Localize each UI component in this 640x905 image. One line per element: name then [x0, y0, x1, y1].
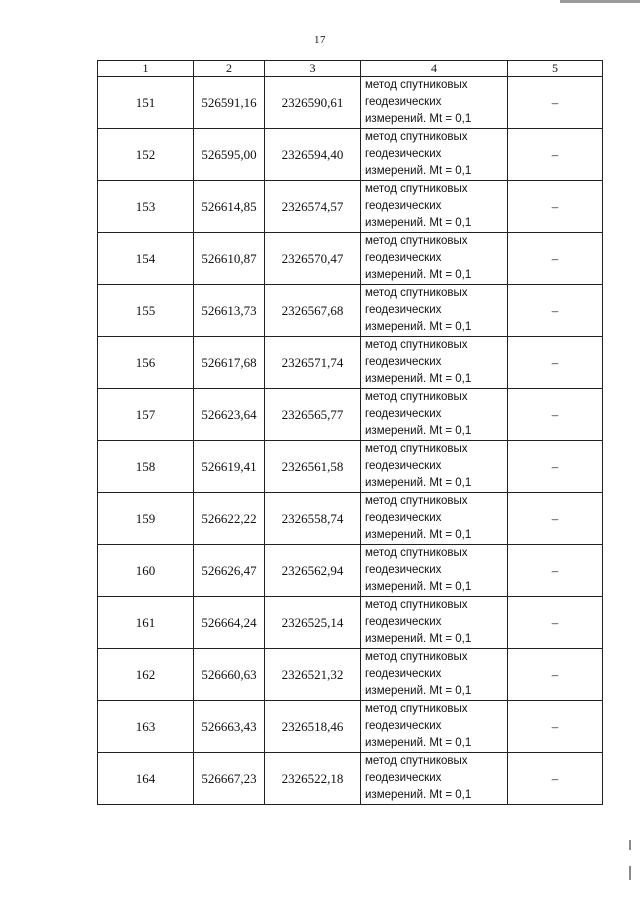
method-line: геодезических	[365, 668, 442, 680]
point-number-cell: 151	[98, 77, 194, 129]
note-cell: –	[508, 181, 603, 233]
point-number-cell: 152	[98, 129, 194, 181]
method-cell	[361, 441, 508, 493]
method-line: метод спутниковых	[365, 287, 468, 299]
point-number-cell: 157	[98, 389, 194, 441]
point-number-cell: 161	[98, 597, 194, 649]
note-cell: –	[508, 701, 603, 753]
method-line: измерений. Mt = 0,1	[365, 633, 472, 645]
x-coordinate-cell: 526660,63	[194, 649, 265, 701]
method-line: измерений. Mt = 0,1	[365, 685, 472, 697]
point-number-cell: 163	[98, 701, 194, 753]
y-coordinate-cell: 2326590,61	[265, 77, 361, 129]
x-coordinate-cell: 526595,00	[194, 129, 265, 181]
table-row	[98, 181, 603, 233]
table-row	[98, 337, 603, 389]
column-header-5: 5	[508, 61, 603, 77]
method-line: метод спутниковых	[365, 495, 468, 507]
point-number-cell: 164	[98, 753, 194, 805]
method-line: геодезических	[365, 148, 442, 160]
method-line: измерений. Mt = 0,1	[365, 425, 472, 437]
coordinates-table	[97, 60, 603, 805]
point-number-cell: 159	[98, 493, 194, 545]
table-row	[98, 77, 603, 129]
note-cell: –	[508, 649, 603, 701]
x-coordinate-cell: 526622,22	[194, 493, 265, 545]
point-number-cell: 162	[98, 649, 194, 701]
method-cell	[361, 597, 508, 649]
method-line: измерений. Mt = 0,1	[365, 477, 472, 489]
method-cell	[361, 129, 508, 181]
method-line: геодезических	[365, 356, 442, 368]
method-line: метод спутниковых	[365, 391, 468, 403]
column-header-4: 4	[361, 61, 508, 77]
method-line: метод спутниковых	[365, 339, 468, 351]
method-line: измерений. Mt = 0,1	[365, 373, 472, 385]
method-line: метод спутниковых	[365, 703, 468, 715]
method-cell	[361, 181, 508, 233]
point-number-cell: 156	[98, 337, 194, 389]
x-coordinate-cell: 526614,85	[194, 181, 265, 233]
y-coordinate-cell: 2326525,14	[265, 597, 361, 649]
table-row	[98, 753, 603, 805]
note-cell: –	[508, 545, 603, 597]
note-cell: –	[508, 129, 603, 181]
table-row	[98, 389, 603, 441]
method-cell	[361, 389, 508, 441]
method-line: геодезических	[365, 460, 442, 472]
method-line: метод спутниковых	[365, 755, 468, 767]
method-cell	[361, 649, 508, 701]
table-row	[98, 597, 603, 649]
point-number-cell: 153	[98, 181, 194, 233]
scan-mark	[629, 840, 631, 850]
method-line: геодезических	[365, 408, 442, 420]
method-line: метод спутниковых	[365, 547, 468, 559]
method-line: геодезических	[365, 772, 442, 784]
method-line: измерений. Mt = 0,1	[365, 789, 472, 801]
table-body	[98, 77, 603, 805]
x-coordinate-cell: 526623,64	[194, 389, 265, 441]
point-number-cell: 160	[98, 545, 194, 597]
method-line: измерений. Mt = 0,1	[365, 529, 472, 541]
y-coordinate-cell: 2326558,74	[265, 493, 361, 545]
note-cell: –	[508, 753, 603, 805]
method-line: измерений. Mt = 0,1	[365, 165, 472, 177]
method-cell	[361, 753, 508, 805]
method-cell	[361, 493, 508, 545]
table-row	[98, 233, 603, 285]
method-cell	[361, 701, 508, 753]
method-line: геодезических	[365, 200, 442, 212]
table-row	[98, 129, 603, 181]
table-row	[98, 285, 603, 337]
method-line: измерений. Mt = 0,1	[365, 217, 472, 229]
note-cell: –	[508, 233, 603, 285]
method-line: метод спутниковых	[365, 131, 468, 143]
method-line: измерений. Mt = 0,1	[365, 269, 472, 281]
method-line: измерений. Mt = 0,1	[365, 737, 472, 749]
note-cell: –	[508, 337, 603, 389]
point-number-cell: 158	[98, 441, 194, 493]
method-cell	[361, 233, 508, 285]
x-coordinate-cell: 526667,23	[194, 753, 265, 805]
scan-edge-line	[560, 0, 640, 3]
y-coordinate-cell: 2326521,32	[265, 649, 361, 701]
method-line: геодезических	[365, 616, 442, 628]
note-cell: –	[508, 285, 603, 337]
table-header-row	[98, 61, 603, 77]
method-line: метод спутниковых	[365, 599, 468, 611]
note-cell: –	[508, 493, 603, 545]
method-line: геодезических	[365, 304, 442, 316]
method-line: геодезических	[365, 96, 442, 108]
method-cell	[361, 77, 508, 129]
method-line: метод спутниковых	[365, 235, 468, 247]
method-line: метод спутниковых	[365, 183, 468, 195]
y-coordinate-cell: 2326565,77	[265, 389, 361, 441]
x-coordinate-cell: 526626,47	[194, 545, 265, 597]
table-row	[98, 441, 603, 493]
column-header-2: 2	[194, 61, 265, 77]
y-coordinate-cell: 2326562,94	[265, 545, 361, 597]
x-coordinate-cell: 526663,43	[194, 701, 265, 753]
note-cell: –	[508, 389, 603, 441]
method-line: метод спутниковых	[365, 443, 468, 455]
x-coordinate-cell: 526664,24	[194, 597, 265, 649]
x-coordinate-cell: 526619,41	[194, 441, 265, 493]
method-line: метод спутниковых	[365, 79, 468, 91]
y-coordinate-cell: 2326574,57	[265, 181, 361, 233]
point-number-cell: 155	[98, 285, 194, 337]
method-line: измерений. Mt = 0,1	[365, 321, 472, 333]
table-row	[98, 493, 603, 545]
x-coordinate-cell: 526613,73	[194, 285, 265, 337]
method-line: геодезических	[365, 252, 442, 264]
table-row	[98, 701, 603, 753]
y-coordinate-cell: 2326518,46	[265, 701, 361, 753]
x-coordinate-cell: 526610,87	[194, 233, 265, 285]
table-row	[98, 545, 603, 597]
note-cell: –	[508, 597, 603, 649]
method-line: геодезических	[365, 720, 442, 732]
method-cell	[361, 545, 508, 597]
method-cell	[361, 337, 508, 389]
table-row	[98, 649, 603, 701]
method-line: геодезических	[365, 512, 442, 524]
y-coordinate-cell: 2326570,47	[265, 233, 361, 285]
scan-mark	[629, 866, 631, 880]
note-cell: –	[508, 77, 603, 129]
method-line: измерений. Mt = 0,1	[365, 581, 472, 593]
y-coordinate-cell: 2326522,18	[265, 753, 361, 805]
method-line: измерений. Mt = 0,1	[365, 113, 472, 125]
y-coordinate-cell: 2326567,68	[265, 285, 361, 337]
method-line: геодезических	[365, 564, 442, 576]
column-header-3: 3	[265, 61, 361, 77]
y-coordinate-cell: 2326571,74	[265, 337, 361, 389]
x-coordinate-cell: 526591,16	[194, 77, 265, 129]
x-coordinate-cell: 526617,68	[194, 337, 265, 389]
method-cell	[361, 285, 508, 337]
y-coordinate-cell: 2326594,40	[265, 129, 361, 181]
column-header-1: 1	[98, 61, 194, 77]
point-number-cell: 154	[98, 233, 194, 285]
y-coordinate-cell: 2326561,58	[265, 441, 361, 493]
note-cell: –	[508, 441, 603, 493]
method-line: метод спутниковых	[365, 651, 468, 663]
page-number: 17	[314, 34, 326, 46]
